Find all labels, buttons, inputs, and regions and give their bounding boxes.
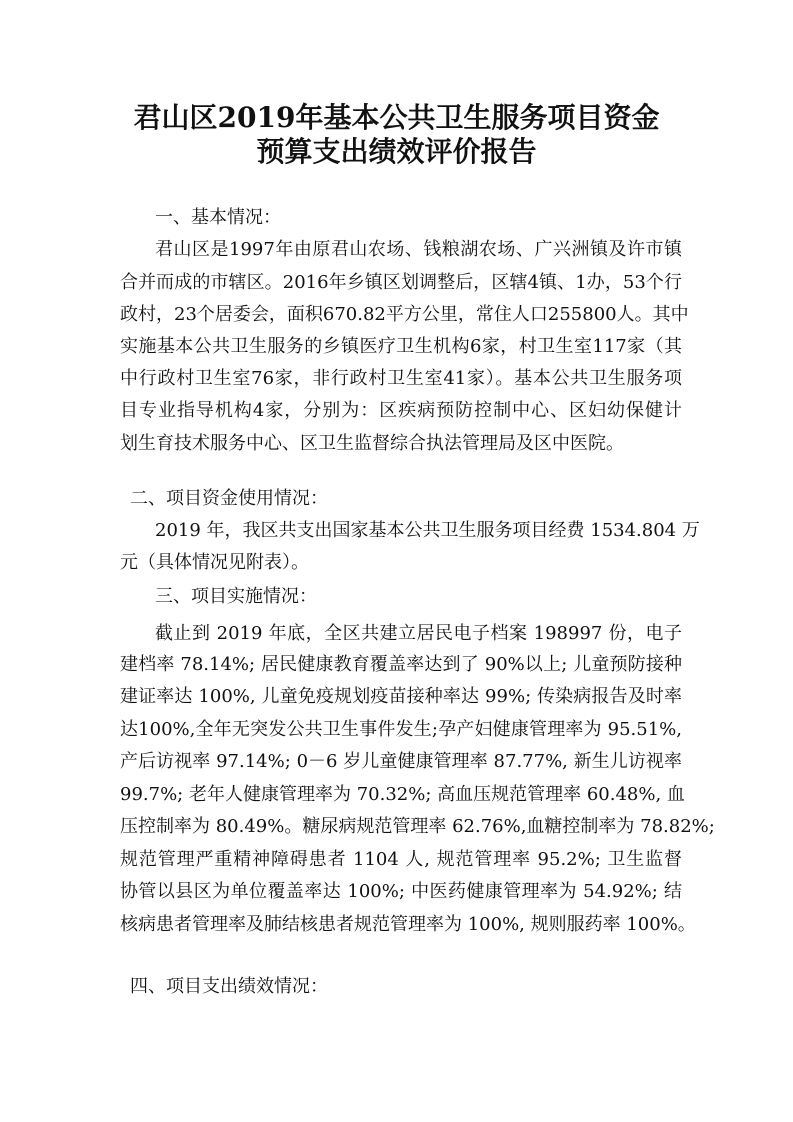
paragraph-line: 99.7%; 老年人健康管理率为 70.32%; 高血压规范管理率 60.48%, 血 xyxy=(120,784,685,805)
paragraph-line: 建证率达 100%, 儿童免疫规划疫苗接种率达 99%; 传染病报告及时率 xyxy=(120,686,682,707)
paragraph-line: 实施基本公共卫生服务的乡镇医疗卫生机构6家，村卫生室117家（其 xyxy=(120,336,682,357)
paragraph-line: 元（具体情况见附表）。 xyxy=(120,552,309,573)
document-title-line-1: 君山区2019年基本公共卫生服务项目资金 xyxy=(133,101,660,134)
paragraph-line: 产后访视率 97.14%; 0－6 岁儿童健康管理率 87.77%, 新生儿访视率 xyxy=(120,751,682,772)
paragraph-line: 2019 年，我区共支出国家基本公共卫生服务项目经费 1534.804 万 xyxy=(155,520,700,541)
paragraph-line: 划生育技术服务中心、区卫生监督综合执法管理局及区中医院。 xyxy=(120,433,624,454)
paragraph-line: 协管以县区为单位覆盖率达 100%; 中医药健康管理率为 54.92%; 结 xyxy=(120,881,682,902)
paragraph-line: 规范管理严重精神障碍患者 1104 人, 规范管理率 95.2%; 卫生监督 xyxy=(120,849,682,870)
paragraph-line: 核病患者管理率及肺结核患者规范管理率为 100%, 规则服药率 100%。 xyxy=(120,914,696,935)
paragraph-line: 政村，23个居委会，面积670.82平方公里，常住人口255800人。其中 xyxy=(120,304,689,325)
paragraph-line: 建档率 78.14%; 居民健康教育覆盖率达到了 90%以上; 儿童预防接种 xyxy=(120,654,682,675)
section-heading-performance: 四、项目支出绩效情况： xyxy=(130,976,328,997)
section-heading-funds: 二、项目资金使用情况： xyxy=(130,488,328,509)
paragraph-line: 合并而成的市辖区。2016年乡镇区划调整后，区辖4镇、1办，53个行 xyxy=(120,272,682,293)
section-heading-basic: 一、基本情况： xyxy=(155,207,281,228)
paragraph-line: 目专业指导机构4家，分别为：区疾病预防控制中心、区妇幼保健计 xyxy=(120,400,682,421)
section-heading-implementation: 三、项目实施情况： xyxy=(155,586,317,607)
paragraph-line: 中行政村卫生室76家，非行政村卫生室41家）。基本公共卫生服务项 xyxy=(120,368,682,389)
document-title-line-2: 预算支出绩效评价报告 xyxy=(256,135,537,168)
paragraph-line: 达100%,全年无突发公共卫生事件发生;孕产妇健康管理率为 95.51%, xyxy=(120,719,682,740)
paragraph-line: 截止到 2019 年底，全区共建立居民电子档案 198997 份，电子 xyxy=(155,623,682,644)
paragraph-line: 压控制率为 80.49%。糖尿病规范管理率 62.76%,血糖控制率为 78.82%; xyxy=(120,816,715,837)
paragraph-line: 君山区是1997年由原君山农场、钱粮湖农场、广兴洲镇及许市镇 xyxy=(155,239,682,260)
